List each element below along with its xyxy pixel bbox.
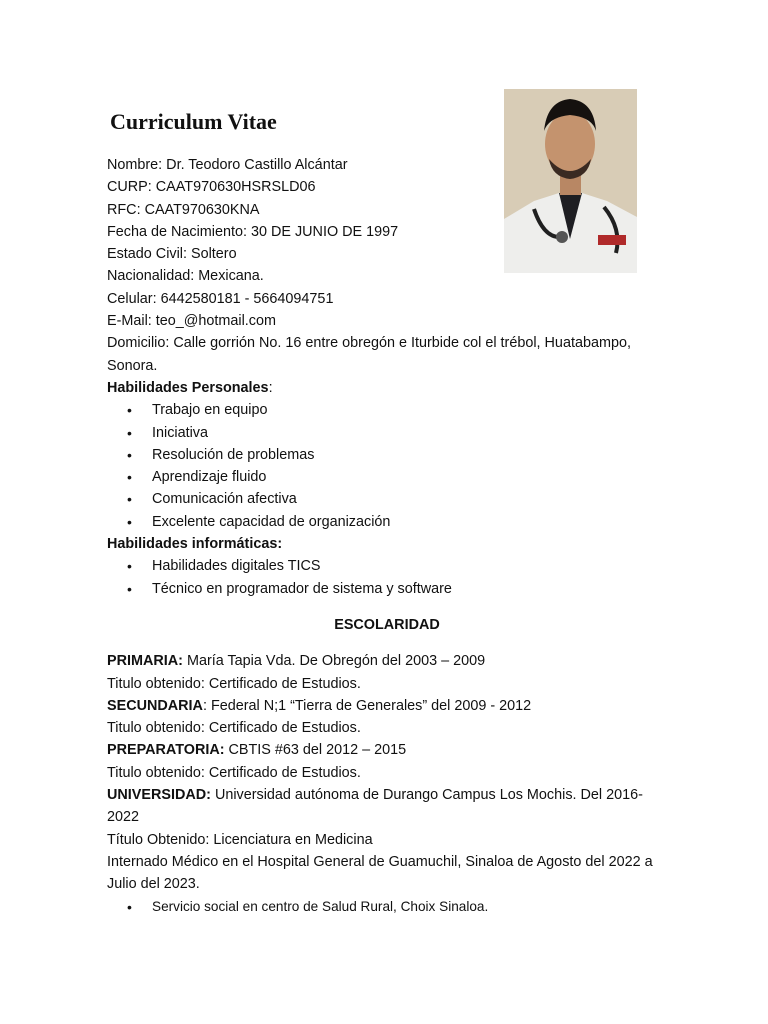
field-email: E-Mail: teo_@hotmail.com [107, 313, 276, 330]
field-nombre: Nombre: Dr. Teodoro Castillo Alcántar [107, 157, 348, 173]
primaria-label: PRIMARIA: [107, 653, 183, 670]
list-item: • Aprendizaje fluido [107, 466, 667, 488]
secundaria-text: : Federal N;1 “Tierra de Generales” del 2009 - 2012 [202, 697, 532, 714]
habilidades-informaticas-list [107, 555, 667, 600]
field-curp: CURP: CAAT970630HSRSLD06 [107, 179, 316, 196]
preparatoria-text: CBTIS #63 del 2012 – 2015 [224, 742, 407, 759]
preparatoria-label: PREPARATORIA: [107, 742, 225, 759]
cv-body [107, 154, 667, 918]
internado-line-1: Internado Médico en el Hospital General de Guamuchil, Sinaloa de Agosto del 2022 a [107, 853, 653, 870]
secundaria-line [107, 695, 667, 717]
list-item: • Trabajo en equipo [107, 399, 667, 421]
universidad-label: UNIVERSIDAD: [107, 787, 211, 804]
field-estado-civil: Estado Civil: Soltero [107, 246, 237, 263]
secundaria-titulo: Titulo obtenido: Certificado de Estudios. [107, 720, 361, 737]
domicilio-line-1: Domicilio: Calle gorrión No. 16 entre obregón e Iturbide col el trébol, Huatabampo, [107, 335, 631, 352]
habilidades-personales-heading [107, 377, 667, 399]
internado-line-2: Julio del 2023. [107, 876, 200, 893]
escolaridad-heading: ESCOLARIDAD [334, 616, 440, 633]
list-item: • Habilidades digitales TICS [107, 555, 667, 577]
preparatoria-titulo: Titulo obtenido: Certificado de Estudios. [107, 764, 361, 781]
list-item: • Servicio social en centro de Salud Rural, Choix Sinaloa. [107, 896, 667, 918]
secundaria-label: SECUNDARIA [107, 697, 203, 714]
field-nacimiento: Fecha de Nacimiento: 30 DE JUNIO DE 1997 [107, 223, 399, 240]
field-domicilio [107, 332, 667, 377]
internado-line [107, 851, 667, 896]
primaria-text: María Tapia Vda. De Obregón del 2003 – 2009 [182, 653, 486, 670]
list-item: • Técnico en programador de sistema y software [107, 578, 667, 600]
domicilio-line-2: Sonora. [107, 357, 158, 374]
document-title: Curriculum Vitae [110, 109, 277, 134]
field-celular: Celular: 6442580181 - 5664094751 [107, 290, 334, 307]
habilidades-personales-list [107, 399, 667, 533]
habilidades-informaticas-heading [107, 533, 667, 555]
preparatoria-line [107, 739, 667, 761]
primaria-line [107, 650, 667, 672]
universidad-line [107, 784, 667, 829]
habilidades-personales-colon: : [268, 379, 273, 396]
universidad-titulo: Título Obtenido: Licenciatura en Medicina [107, 831, 373, 848]
field-rfc: RFC: CAAT970630KNA [107, 201, 260, 218]
list-item: • Resolución de problemas [107, 444, 667, 466]
habilidades-personales-label: Habilidades Personales [107, 379, 269, 396]
universidad-text-2: 2022 [107, 809, 140, 826]
habilidades-informaticas-label: Habilidades informáticas: [107, 536, 283, 553]
list-item: • Excelente capacidad de organización [107, 511, 667, 533]
list-item: • Comunicación afectiva [107, 488, 667, 510]
universidad-text: Universidad autónoma de Durango Campus Los Mochis. Del 2016- [210, 787, 643, 804]
servicio-list [107, 896, 667, 918]
list-item: • Iniciativa [107, 422, 667, 444]
field-nacionalidad: Nacionalidad: Mexicana. [107, 268, 264, 285]
primaria-titulo: Titulo obtenido: Certificado de Estudios. [107, 675, 361, 692]
